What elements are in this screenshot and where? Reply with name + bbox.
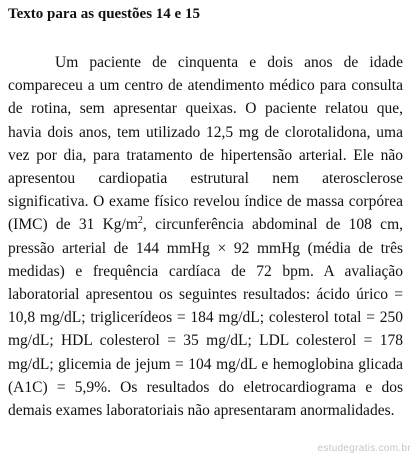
paragraph-superscript: 2 bbox=[137, 215, 143, 227]
watermark: estudegratis.com.br bbox=[317, 443, 411, 454]
section-heading: Texto para as questões 14 e 15 bbox=[8, 6, 200, 22]
paragraph-text-part-2: , circunferência abdominal de 108 cm, pressão arterial de 144 mmHg × 92 mmHg (média de três medidas) e frequência cardíaca de 72 bpm. A avaliação laboratorial apresentou os seguintes resultados: ácido úrico = 10,8 mg/dL; triglicerídeos = 184 mg/dL; colesterol total = 250 mg/dL; HDL colesterol = 35 mg/dL; LDL colesterol = 178 mg/dL; glicemia de jejum = 104 mg/dL e hemoglobina glicada (A1C) = 5,9%. Os resultados do eletrocardiograma e dos demais exames laboratoriais não apresentaram anormalidades. bbox=[8, 216, 403, 420]
body-paragraph bbox=[8, 51, 403, 422]
paragraph-text-part-1: Um paciente de cinquenta e dois anos de idade compareceu a um centro de atendimento médico para consulta de rotina, sem apresentar queixas. O paciente relatou que, havia dois anos, tem utilizado 12,5 mg de clorotalidona, uma vez por dia, para tratamento de hipertensão arterial. Ele não apresentou cardiopatia estrutural nem aterosclerose significativa. O exame físico revelou índice de massa corpórea (IMC) de 31 Kg/m bbox=[8, 54, 403, 234]
